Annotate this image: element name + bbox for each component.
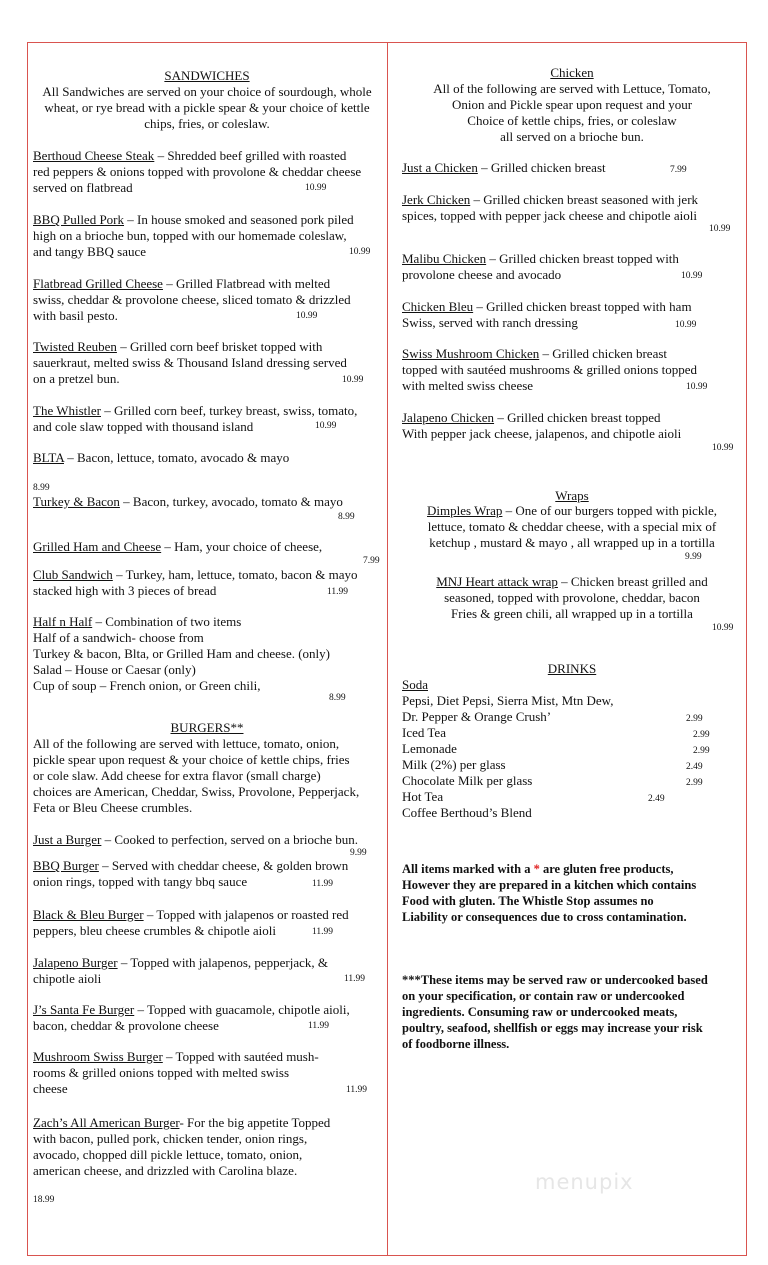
sandwich-desc: – Combination of two items xyxy=(92,614,242,629)
drink-item: Coffee Berthoud’s Blend xyxy=(402,805,532,820)
gluten-notice xyxy=(402,861,674,877)
gluten-notice-line: However they are prepared in a kitchen which contains xyxy=(402,878,697,892)
chicken-desc-line: provolone cheese and avocado xyxy=(402,267,562,282)
chicken-name: Jerk Chicken xyxy=(402,192,471,207)
burger-name: Black & Bleu Burger xyxy=(33,907,144,922)
burgers-intro: choices are American, Cheddar, Swiss, Provolone, Pepperjack, xyxy=(33,784,360,799)
burger-desc: – Topped with guacamole, chipotle aioli, xyxy=(134,1002,350,1017)
burger-desc: – Topped with jalapenos or roasted red xyxy=(143,907,349,922)
sandwich-name: The Whistler xyxy=(33,403,101,418)
burger-desc-line: chipotle aioli xyxy=(33,971,102,986)
raw-warning-line: ingredients. Consuming raw or undercooked meats, xyxy=(402,1005,678,1019)
gluten-star: * xyxy=(533,862,540,876)
sandwich-desc-line: Half of a sandwich- choose from xyxy=(33,630,204,645)
chicken-title: Chicken xyxy=(550,65,594,80)
sandwich-item xyxy=(33,148,346,164)
chicken-intro: Onion and Pickle spear upon request and your xyxy=(451,97,693,112)
chicken-desc-line: Swiss, served with ranch dressing xyxy=(402,315,578,330)
sandwiches-intro: chips, fries, or coleslaw. xyxy=(144,116,270,131)
raw-warning-line: of foodborne illness. xyxy=(402,1037,510,1051)
watermark: menupix xyxy=(535,1170,634,1194)
drink-price: 2.99 xyxy=(686,714,703,724)
sandwich-price: 10.99 xyxy=(315,421,337,431)
sandwich-item xyxy=(33,212,354,228)
drink-price: 2.49 xyxy=(686,762,703,772)
sandwiches-intro: wheat, or rye bread with a pickle spear & your choice of kettle xyxy=(44,100,370,115)
drink-item: Pepsi, Diet Pepsi, Sierra Mist, Mtn Dew, xyxy=(402,693,614,708)
burger-item xyxy=(33,1115,330,1131)
drink-item: Hot Tea xyxy=(402,789,444,804)
sandwich-desc-line: red peppers & onions topped with provolone & cheddar cheese xyxy=(33,164,362,179)
sandwich-desc-line: swiss, cheddar & provolone cheese, sliced tomato & drizzled xyxy=(33,292,351,307)
sandwich-desc: – Ham, your choice of cheese, xyxy=(161,539,323,554)
chicken-price: 10.99 xyxy=(712,443,734,453)
chicken-price: 7.99 xyxy=(670,165,687,175)
sandwiches-intro: All Sandwiches are served on your choice of sourdough, whole xyxy=(42,84,372,99)
burger-item xyxy=(33,1049,319,1065)
sandwich-desc: – Grilled corn beef, turkey breast, swiss, tomato, xyxy=(101,403,358,418)
gluten-notice-text: All items marked with a xyxy=(402,862,534,876)
sandwich-name: Grilled Ham and Cheese xyxy=(33,539,162,554)
drink-item: Chocolate Milk per glass xyxy=(402,773,533,788)
sandwich-price: 8.99 xyxy=(338,512,355,522)
wrap-price: 10.99 xyxy=(712,623,734,633)
drink-item: Iced Tea xyxy=(402,725,446,740)
chicken-name: Chicken Bleu xyxy=(402,299,474,314)
wrap-desc-line: seasoned, topped with provolone, cheddar, bacon xyxy=(444,590,700,605)
chicken-item xyxy=(402,192,698,208)
gluten-notice-text: are gluten free products, xyxy=(539,862,674,876)
burger-price: 11.99 xyxy=(346,1085,368,1095)
sandwich-name: Turkey & Bacon xyxy=(33,494,120,509)
chicken-desc: – Grilled chicken breast topped with xyxy=(486,251,679,266)
sandwich-desc-line: stacked high with 3 pieces of bread xyxy=(33,583,217,598)
sandwich-price: 10.99 xyxy=(342,375,364,385)
chicken-intro: Choice of kettle chips, fries, or coleslaw xyxy=(467,113,677,128)
sandwich-desc: – Bacon, turkey, avocado, tomato & mayo xyxy=(119,494,343,509)
burger-name: J’s Santa Fe Burger xyxy=(33,1002,135,1017)
sandwich-item xyxy=(33,403,357,419)
chicken-item xyxy=(402,299,692,315)
chicken-desc-line: topped with sautéed mushrooms & grilled onions topped xyxy=(402,362,697,377)
gluten-notice-line: Liability or consequences due to cross contamination. xyxy=(402,910,687,924)
sandwich-item xyxy=(33,276,330,292)
wrap-name: Dimples Wrap xyxy=(427,503,503,518)
sandwich-price: 11.99 xyxy=(327,587,349,597)
chicken-desc-line: spices, topped with pepper jack cheese and chipotle aioli xyxy=(402,208,697,223)
chicken-desc-line: with melted swiss cheese xyxy=(402,378,534,393)
drink-price: 2.99 xyxy=(686,778,703,788)
chicken-desc: – Grilled chicken breast xyxy=(539,346,668,361)
chicken-price: 10.99 xyxy=(675,320,697,330)
wrap-price: 9.99 xyxy=(685,552,702,562)
burger-item xyxy=(33,832,358,848)
burger-price: 11.99 xyxy=(312,927,334,937)
soda-label: Soda xyxy=(402,677,428,692)
burger-desc-line: avocado, chopped dill pickle lettuce, tomato, onion, xyxy=(33,1147,303,1162)
sandwich-desc-line: and cole slaw topped with thousand island xyxy=(33,419,254,434)
sandwich-desc: – Turkey, ham, lettuce, tomato, bacon & mayo xyxy=(112,567,358,582)
wrap-item xyxy=(402,503,742,519)
burger-price: 9.99 xyxy=(350,848,367,858)
sandwich-name: Twisted Reuben xyxy=(33,339,117,354)
sandwich-item xyxy=(33,539,322,555)
burger-desc: – Served with cheddar cheese, & golden brown xyxy=(98,858,349,873)
sandwich-desc: – In house smoked and seasoned pork piled xyxy=(124,212,354,227)
drink-price: 2.49 xyxy=(648,794,665,804)
sandwich-name: Club Sandwich xyxy=(33,567,113,582)
burger-item xyxy=(33,907,349,923)
chicken-price: 10.99 xyxy=(686,382,708,392)
wrap-desc-line: Fries & green chili, all wrapped up in a tortilla xyxy=(451,606,693,621)
burger-item xyxy=(33,1002,350,1018)
burger-desc-line: american cheese, and drizzled with Carolina blaze. xyxy=(33,1163,298,1178)
wraps-title: Wraps xyxy=(555,488,589,503)
sandwich-price: 7.99 xyxy=(363,556,380,566)
raw-warning-line: ***These items may be served raw or undercooked based xyxy=(402,973,708,987)
sandwich-item xyxy=(33,567,357,583)
burgers-intro: Feta or Bleu Cheese crumbles. xyxy=(33,800,193,815)
burger-item xyxy=(33,858,348,874)
sandwich-name: Flatbread Grilled Cheese xyxy=(33,276,163,291)
sandwich-desc-line: Salad – House or Caesar (only) xyxy=(33,662,196,677)
chicken-name: Jalapeno Chicken xyxy=(402,410,495,425)
wrap-name: MNJ Heart attack wrap xyxy=(436,574,558,589)
drink-item: Lemonade xyxy=(402,741,457,756)
sandwich-price: 10.99 xyxy=(296,311,318,321)
chicken-desc: – Grilled chicken breast seasoned with jerk xyxy=(470,192,699,207)
sandwich-desc: – Bacon, lettuce, tomato, avocado & mayo xyxy=(64,450,290,465)
wrap-desc-line: ketchup , mustard & mayo , all wrapped up in a tortilla xyxy=(429,535,715,550)
burger-desc-line: bacon, cheddar & provolone cheese xyxy=(33,1018,219,1033)
burger-desc-line: cheese xyxy=(33,1081,68,1096)
burger-price: 11.99 xyxy=(312,879,334,889)
burgers-title: BURGERS** xyxy=(170,720,244,735)
chicken-item xyxy=(402,160,606,176)
burger-price: 11.99 xyxy=(344,974,366,984)
sandwich-item xyxy=(33,450,289,466)
sandwich-item xyxy=(33,494,343,510)
burger-desc: - For the big appetite Topped xyxy=(179,1115,331,1130)
sandwich-name: Half n Half xyxy=(33,614,93,629)
wrap-item xyxy=(402,574,742,590)
sandwich-desc-line: high on a brioche bun, topped with our homemade coleslaw, xyxy=(33,228,347,243)
burger-desc-line: with bacon, pulled pork, chicken tender, onion rings, xyxy=(33,1131,308,1146)
sandwich-desc: – Grilled Flatbread with melted xyxy=(162,276,331,291)
burger-desc-line: rooms & grilled onions topped with melted swiss xyxy=(33,1065,290,1080)
sandwich-name: BBQ Pulled Pork xyxy=(33,212,125,227)
burger-name: Zach’s All American Burger xyxy=(33,1115,180,1130)
wrap-desc: – Chicken breast grilled and xyxy=(557,574,708,589)
burger-desc: – Cooked to perfection, served on a brioche bun. xyxy=(101,832,359,847)
raw-warning-line: poultry, seafood, shellfish or eggs may increase your risk xyxy=(402,1021,703,1035)
burger-desc: – Topped with sautéed mush- xyxy=(162,1049,319,1064)
burger-desc-line: onion rings, topped with tangy bbq sauce xyxy=(33,874,248,889)
raw-warning-line: on your specification, or contain raw or undercooked xyxy=(402,989,685,1003)
sandwich-desc-line: with basil pesto. xyxy=(33,308,118,323)
column-divider xyxy=(387,42,388,1256)
sandwich-desc-line: served on flatbread xyxy=(33,180,133,195)
chicken-desc: – Grilled chicken breast topped with ham xyxy=(473,299,692,314)
sandwich-desc-line: on a pretzel bun. xyxy=(33,371,120,386)
gluten-notice-line: Food with gluten. The Whistle Stop assumes no xyxy=(402,894,654,908)
chicken-item xyxy=(402,346,667,362)
chicken-name: Just a Chicken xyxy=(402,160,478,175)
burgers-intro: pickle spear upon request & your choice of kettle chips, fries xyxy=(33,752,350,767)
sandwich-desc: – Shredded beef grilled with roasted xyxy=(154,148,347,163)
burger-item xyxy=(33,955,328,971)
burger-name: Mushroom Swiss Burger xyxy=(33,1049,163,1064)
chicken-desc-line: With pepper jack cheese, jalapenos, and chipotle aioli xyxy=(402,426,682,441)
sandwich-desc: – Grilled corn beef brisket topped with xyxy=(116,339,323,354)
sandwich-name: Berthoud Cheese Steak xyxy=(33,148,155,163)
sandwiches-title: SANDWICHES xyxy=(164,68,250,83)
sandwich-desc-line: sauerkraut, melted swiss & Thousand Island dressing served xyxy=(33,355,347,370)
burger-name: Just a Burger xyxy=(33,832,102,847)
burger-desc-line: peppers, bleu cheese crumbles & chipotle aioli xyxy=(33,923,276,938)
burger-name: BBQ Burger xyxy=(33,858,99,873)
sandwich-price: 8.99 xyxy=(329,693,346,703)
burger-name: Jalapeno Burger xyxy=(33,955,118,970)
chicken-item xyxy=(402,251,679,267)
sandwich-price: 10.99 xyxy=(349,247,371,257)
drink-price: 2.99 xyxy=(693,730,710,740)
chicken-desc: – Grilled chicken breast topped xyxy=(494,410,661,425)
drink-item: Milk (2%) per glass xyxy=(402,757,506,772)
sandwich-price: 10.99 xyxy=(305,183,327,193)
chicken-name: Swiss Mushroom Chicken xyxy=(402,346,540,361)
sandwich-price: 8.99 xyxy=(33,483,50,493)
chicken-intro: all served on a brioche bun. xyxy=(500,129,644,144)
sandwich-name: BLTA xyxy=(33,450,64,465)
burgers-intro: All of the following are served with lettuce, tomato, onion, xyxy=(33,736,340,751)
chicken-desc: – Grilled chicken breast xyxy=(477,160,606,175)
drinks-title: DRINKS xyxy=(547,661,597,676)
burgers-intro: or cole slaw. Add cheese for extra flavor (small charge) xyxy=(33,768,321,783)
wrap-desc-line: lettuce, tomato & cheddar cheese, with a special mix of xyxy=(427,519,717,534)
chicken-item xyxy=(402,410,660,426)
sandwich-item xyxy=(33,339,322,355)
sandwich-desc-line: Turkey & bacon, Blta, or Grilled Ham and cheese. (only) xyxy=(33,646,331,661)
sandwich-desc-line: Cup of soup – French onion, or Green chili, xyxy=(33,678,261,693)
sandwich-desc-line: and tangy BBQ sauce xyxy=(33,244,147,259)
chicken-intro: All of the following are served with Lettuce, Tomato, xyxy=(433,81,711,96)
drink-item: Dr. Pepper & Orange Crush’ xyxy=(402,709,552,724)
sandwich-item xyxy=(33,614,241,630)
drink-price: 2.99 xyxy=(693,746,710,756)
chicken-price: 10.99 xyxy=(681,271,703,281)
burger-price: 18.99 xyxy=(33,1195,55,1205)
chicken-name: Malibu Chicken xyxy=(402,251,487,266)
burger-desc: – Topped with jalapenos, pepperjack, & xyxy=(117,955,329,970)
wrap-desc: – One of our burgers topped with pickle, xyxy=(502,503,717,518)
burger-price: 11.99 xyxy=(308,1021,330,1031)
chicken-price: 10.99 xyxy=(709,224,731,234)
